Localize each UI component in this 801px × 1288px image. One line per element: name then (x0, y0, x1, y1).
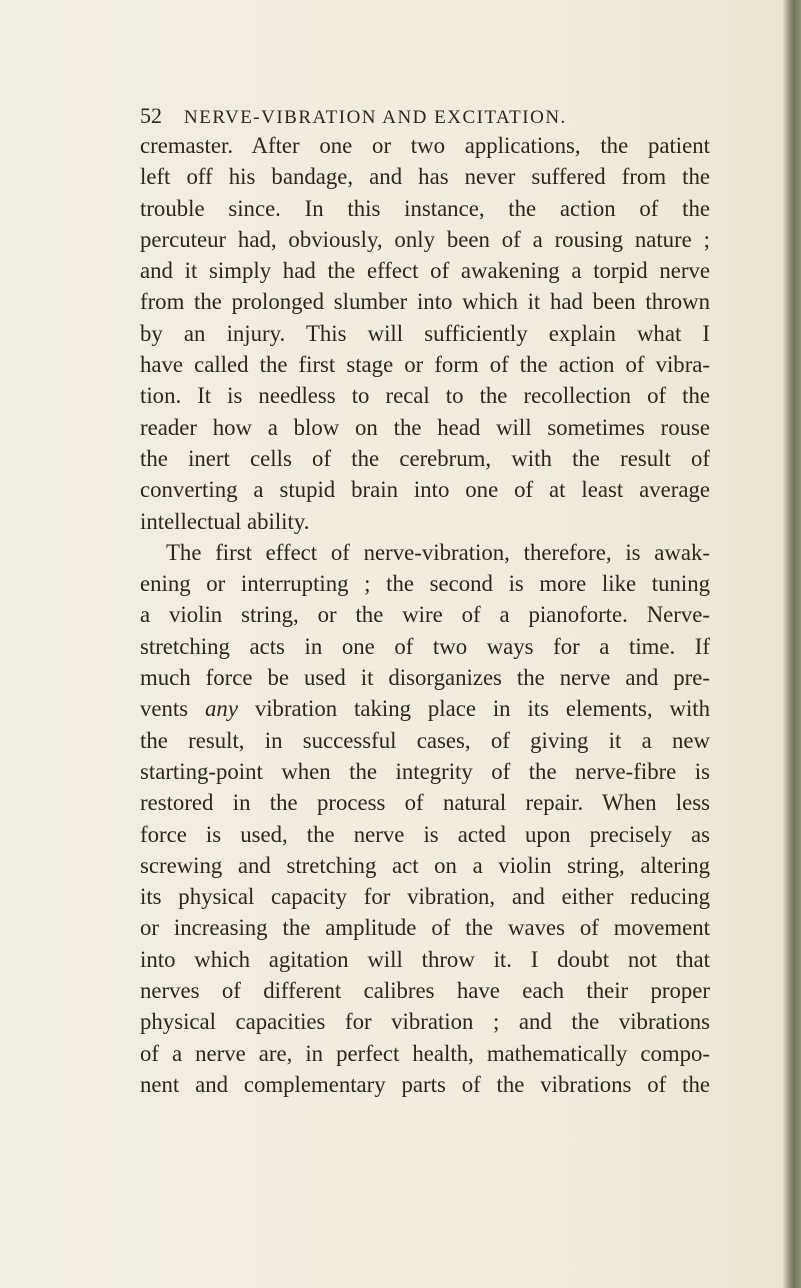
text-line: into which agitation will throw it. I doubt not that (140, 946, 710, 972)
text-line: cremaster. After one or two applications, the patient (140, 133, 710, 158)
text-line: screwing and stretching act on a violin string, altering (140, 852, 710, 878)
text-line: left off his bandage, and has never suffered from the (140, 164, 710, 190)
text-line: of a nerve are, in perfect health, mathematically compo- (140, 1040, 710, 1066)
text-line: intellectual ability. (140, 508, 310, 534)
text-line: the result, in successful cases, of giving it a new (140, 727, 710, 753)
italic-word: any (205, 696, 238, 722)
running-header (140, 103, 620, 129)
text-line: much force be used it disorganizes the nerve and pre- (140, 665, 710, 691)
text-line: stretching acts in one of two ways for a time. If (140, 633, 710, 659)
text-line: starting-point when the integrity of the nerve-fibre is (140, 758, 710, 784)
text-line: ening or interrupting ; the second is more like tuning (140, 571, 710, 597)
running-title: NERVE-VIBRATION AND EXCITATION. (184, 107, 567, 128)
text-line: reader how a blow on the head will sometimes rouse (140, 414, 710, 440)
text-line: restored in the process of natural repair. When less (140, 790, 710, 816)
text-line: percuteur had, obviously, only been of a rousing nature ; (140, 226, 710, 252)
text-line: nerves of different calibres have each their proper (140, 978, 710, 1004)
text-line: nent and complementary parts of the vibrations of the (140, 1071, 710, 1097)
body-text (140, 130, 710, 1100)
page-edge (783, 0, 801, 1288)
text-line: a violin string, or the wire of a pianoforte. Nerve- (140, 602, 710, 628)
text-line: the inert cells of the cerebrum, with the result of (140, 445, 710, 471)
text-line (140, 693, 710, 724)
text-line: by an injury. This will sufficiently explain what I (140, 320, 710, 346)
text-line: trouble since. In this instance, the action of the (140, 195, 710, 221)
text-line: have called the first stage or form of the action of vibra- (140, 352, 710, 378)
text-fragment: vibration taking place in its elements, with (254, 696, 711, 722)
page-number: 52 (140, 103, 162, 128)
text-fragment: vents (140, 696, 189, 722)
text-line: The first effect of nerve-vibration, therefore, is awak- (166, 539, 710, 565)
text-line: from the prolonged slumber into which it had been thrown (140, 289, 710, 315)
text-line: or increasing the amplitude of the waves of movement (140, 915, 710, 941)
text-line: force is used, the nerve is acted upon precisely as (140, 821, 710, 847)
text-line: and it simply had the effect of awakening a torpid nerve (140, 258, 710, 284)
text-line: its physical capacity for vibration, and either reducing (140, 884, 710, 910)
text-line: physical capacities for vibration ; and the vibrations (140, 1009, 710, 1035)
text-line: tion. It is needless to recal to the recollection of the (140, 383, 710, 409)
text-line: converting a stupid brain into one of at least average (140, 477, 710, 503)
